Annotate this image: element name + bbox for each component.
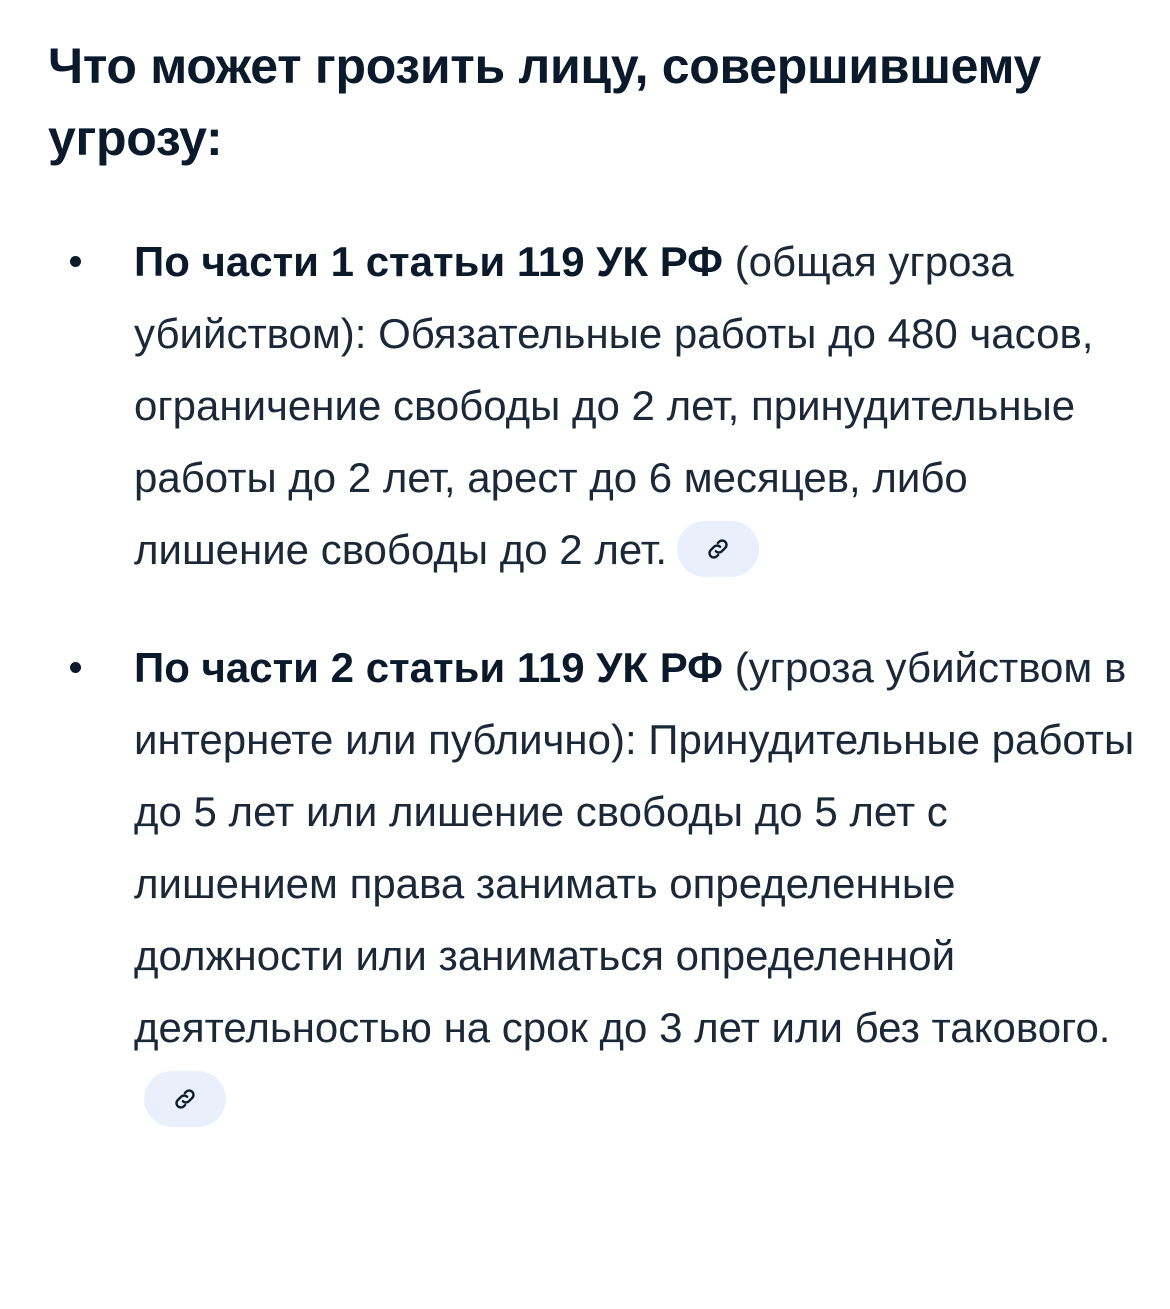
bullet-dot bbox=[70, 662, 81, 673]
item-title: По части 1 статьи 119 УК РФ bbox=[134, 238, 724, 285]
source-link-button[interactable] bbox=[144, 1071, 226, 1127]
section-heading: Что может грозить лицу, совершившему угрозу: bbox=[48, 38, 1042, 166]
penalty-list bbox=[48, 226, 1138, 1136]
answer-content bbox=[48, 30, 1138, 1136]
bullet-dot bbox=[70, 256, 81, 267]
item-text: (общая угроза убийством): Обязательные работы до 480 часов, ограничение свободы до 2 лет, принудительные работы до 2 лет, арест до 6 месяцев, либо лишение свободы до 2 лет. bbox=[134, 238, 1094, 573]
link-icon bbox=[705, 536, 731, 562]
link-icon bbox=[172, 1086, 198, 1112]
list-item bbox=[48, 632, 1138, 1136]
source-link-button[interactable] bbox=[677, 521, 759, 577]
item-title: По части 2 статьи 119 УК РФ bbox=[134, 644, 724, 691]
list-item bbox=[48, 226, 1138, 586]
item-text: (угроза убийством в интернете или публично): Принудительные работы до 5 лет или лишение свободы до 5 лет с лишением права занимать определенные должности или заниматься определенной деятельностью на срок до 3 лет или без такового. bbox=[134, 644, 1135, 1051]
